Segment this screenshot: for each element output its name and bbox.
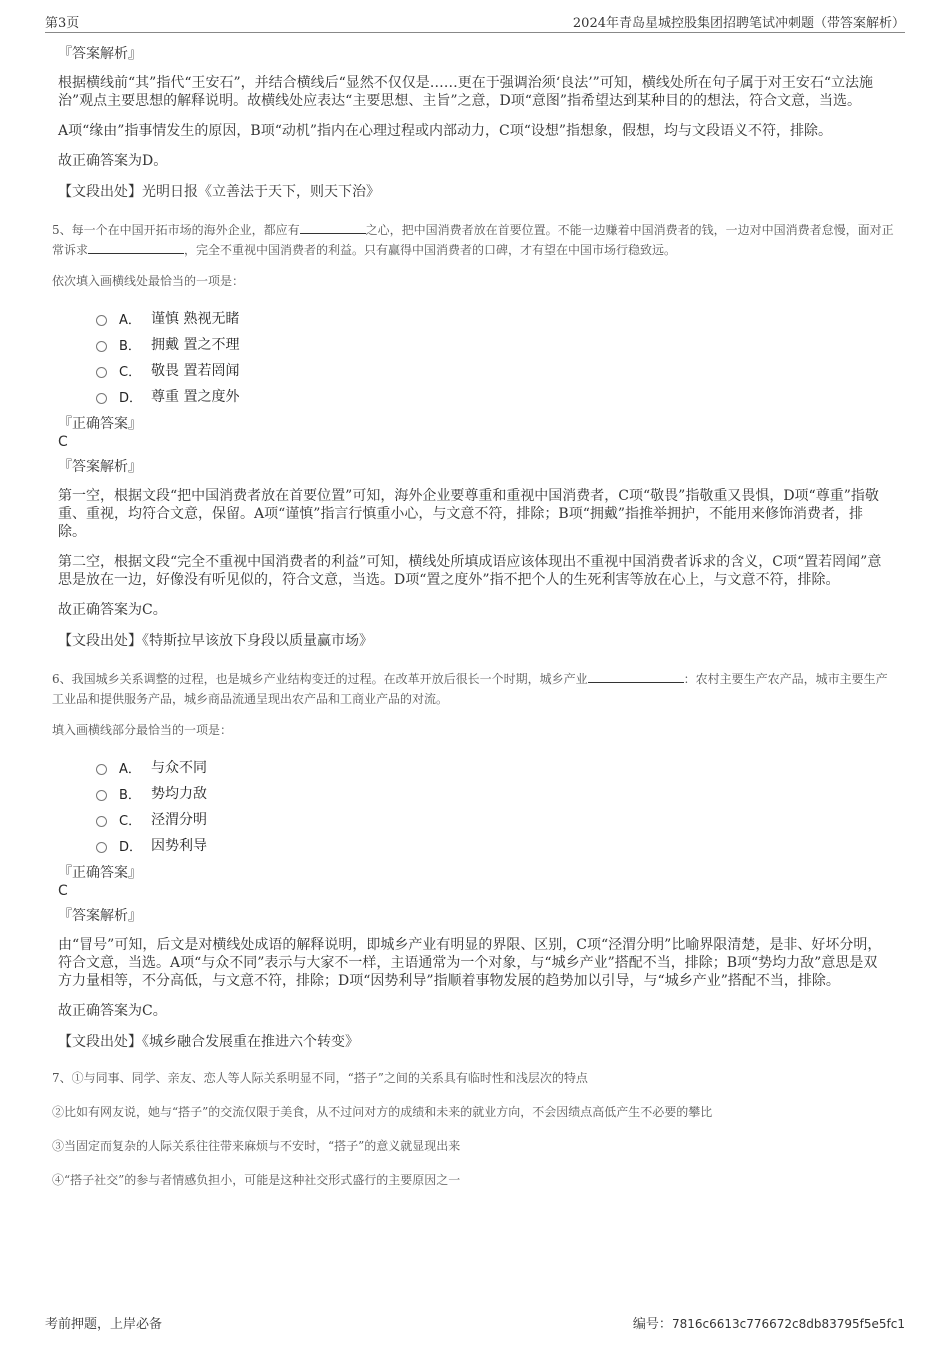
q5-option-c[interactable] [96, 357, 888, 383]
q4-analysis-para-2: A项“缘由”指事情发生的原因，B项“动机”指内在心理过程或内部动力，C项“设想”指想象，假想，均与文段语义不符，排除。 [58, 123, 833, 139]
q5-stem-part-3: ，完全不重视中国消费者的利益。只有赢得中国消费者的口碑，才有望在中国市场行稳致远。 [184, 243, 677, 257]
question-7 [52, 1070, 888, 1188]
q6-analysis-label: 『答案解析』 [58, 908, 142, 924]
q4-analysis-block [58, 44, 888, 202]
q5-analysis-para-1: 第一空，根据文段“把中国消费者放在首要位置”可知，海外企业要尊重和重视中国消费者，C项“敬畏”指敬重又畏惧，D项“尊重”指敬重、重视，均符合文意，保留。A项“谨慎”指言行慎重小心，与文意不符，排除；B项“拥戴”指推举拥护，不能用来修饰消费者，排除。 [58, 488, 879, 540]
radio-icon[interactable] [96, 764, 107, 775]
radio-icon[interactable] [96, 341, 107, 352]
source-prefix: 【文段出处】 [58, 184, 142, 200]
q6-correct-answer: C [58, 883, 68, 899]
radio-icon[interactable] [96, 842, 107, 853]
q7-sentence-4: ④“搭子社交”的参与者情感负担小，可能是这种社交形式盛行的主要原因之一 [52, 1173, 461, 1187]
q6-option-a[interactable] [96, 754, 888, 780]
q5-source [58, 631, 888, 651]
document-body [52, 44, 894, 1206]
q5-blank-1 [300, 220, 366, 234]
q5-source-title: 《特斯拉早该放下身段以质量赢市场》 [142, 633, 373, 649]
q5-analysis-label: 『答案解析』 [58, 459, 142, 475]
option-text: 势均力敌 [151, 786, 207, 802]
q5-blank-2 [88, 240, 184, 254]
q5-options [96, 305, 888, 409]
option-text: 拥戴 置之不理 [151, 337, 240, 353]
option-text: 因势利导 [151, 838, 207, 854]
q5-stem-part-1: 5、每一个在中国开拓市场的海外企业，都应有 [52, 223, 300, 237]
q7-sentence-1: 7、①与同事、同学、亲友、恋人等人际关系明显不同，“搭子”之间的关系具有临时性和浅层次的特点 [52, 1071, 588, 1085]
q6-source [58, 1032, 888, 1052]
serial-number: 7816c6613c776672c8db83795f5e5fc1 [671, 1317, 905, 1331]
q4-analysis-para-1: 根据横线前“其”指代“王安石”，并结合横线后“显然不仅仅是……更在于强调治须‘良法’”可知，横线处所在句子属于对王安石“立法施治”观点主要思想的解释说明。故横线处应表达“主要思想、主旨”之意，D项“意图”指希望达到某种目的的想法，符合文意，当选。 [58, 75, 873, 109]
option-letter: C． [119, 813, 142, 829]
page-footer [45, 1313, 905, 1332]
q6-option-c[interactable] [96, 806, 888, 832]
question-6 [52, 669, 888, 1052]
q7-sentence-2: ②比如有网友说，她与“搭子”的交流仅限于美食，从不过问对方的成绩和未来的就业方向，不会因绩点高低产生不必要的攀比 [52, 1105, 713, 1119]
option-text: 敬畏 置若罔闻 [151, 363, 240, 379]
option-text: 尊重 置之度外 [151, 389, 240, 405]
q6-options [96, 754, 888, 858]
document-title: 2024年青岛星城控股集团招聘笔试冲刺题（带答案解析） [572, 16, 905, 31]
option-letter: B． [119, 787, 141, 803]
option-letter: D． [119, 390, 143, 406]
q4-analysis-para-3: 故正确答案为D。 [58, 153, 168, 169]
option-letter: D． [119, 839, 143, 855]
q5-option-d[interactable] [96, 383, 888, 409]
q6-stem [52, 669, 894, 709]
q6-option-d[interactable] [96, 832, 888, 858]
page-number: 第3页 [45, 16, 80, 31]
q5-analysis-para-3: 故正确答案为C。 [58, 602, 167, 618]
radio-icon[interactable] [96, 790, 107, 801]
footer-serial-block [633, 1313, 905, 1332]
option-letter: C． [119, 364, 142, 380]
q5-correct-label: 『正确答案』 [58, 416, 142, 432]
q6-source-title: 《城乡融合发展重在推进六个转变》 [142, 1034, 359, 1050]
option-text: 泾渭分明 [151, 812, 207, 828]
q5-stem [52, 220, 894, 260]
q4-source [58, 182, 888, 202]
serial-label: 编号： [632, 1317, 672, 1332]
q6-stem-part-1: 6、我国城乡关系调整的过程，也是城乡产业结构变迁的过程。在改革开放后很长一个时期，城乡产业 [52, 672, 588, 686]
source-prefix: 【文段出处】 [58, 1034, 142, 1050]
q4-source-title: 光明日报《立善法于天下，则天下治》 [142, 184, 380, 200]
page-header [45, 12, 905, 33]
q6-analysis-para-2: 故正确答案为C。 [58, 1003, 167, 1019]
q5-option-a[interactable] [96, 305, 888, 331]
footer-slogan: 考前押题，上岸必备 [45, 1317, 163, 1332]
q6-stem-part-2: ：农村主要生产农产品，城市主要生产工业品和提供服务产品，城乡商品流通呈现出农产品和工商业产品的对流。 [52, 672, 888, 706]
q5-analysis-para-2: 第二空，根据文段“完全不重视中国消费者的利益”可知，横线处所填成语应该体现出不重视中国消费者诉求的含义，C项“置若罔闻”意思是放在一边，好像没有听见似的，符合文意，当选。D项“置之度外”指不把个人的生死利害等放在心上，与文意不符，排除。 [58, 554, 882, 588]
source-prefix: 【文段出处】 [58, 633, 142, 649]
q5-correct-answer: C [58, 434, 68, 450]
q6-prompt: 填入画横线部分最恰当的一项是： [52, 723, 233, 737]
option-letter: A． [119, 312, 141, 328]
q4-analysis-label: 『答案解析』 [58, 46, 142, 62]
option-letter: B． [119, 338, 141, 354]
option-letter: A． [119, 761, 141, 777]
q6-option-b[interactable] [96, 780, 888, 806]
radio-icon[interactable] [96, 367, 107, 378]
q6-correct-label: 『正确答案』 [58, 865, 142, 881]
radio-icon[interactable] [96, 393, 107, 404]
q5-stem-part-2: 之心，把中国消费者放在首要位置。不能一边赚着中国消费者的钱，一边对中国消费者怠慢，面对正常诉求 [52, 223, 894, 257]
q7-sentence-3: ③当固定而复杂的人际关系往往带来麻烦与不安时，“搭子”的意义就显现出来 [52, 1139, 461, 1153]
question-5 [52, 220, 894, 651]
q6-blank [588, 669, 684, 683]
radio-icon[interactable] [96, 315, 107, 326]
option-text: 与众不同 [151, 760, 207, 776]
q5-option-b[interactable] [96, 331, 888, 357]
option-text: 谨慎 熟视无睹 [151, 311, 240, 327]
q6-analysis-para-1: 由“冒号”可知，后文是对横线处成语的解释说明，即城乡产业有明显的界限、区别，C项“泾渭分明”比喻界限清楚，是非、好坏分明，符合文意，当选。A项“与众不同”表示与大家不一样，主语通常为一个对象，与“城乡产业”搭配不当，排除；B项“势均力敌”意思是双方力量相等，不分高低，与文意不符，排除；D项“因势利导”指顺着事物发展的趋势加以引导，与“城乡产业”搭配不当，排除。 [58, 937, 882, 989]
radio-icon[interactable] [96, 816, 107, 827]
q5-prompt: 依次填入画横线处最恰当的一项是： [52, 274, 245, 288]
